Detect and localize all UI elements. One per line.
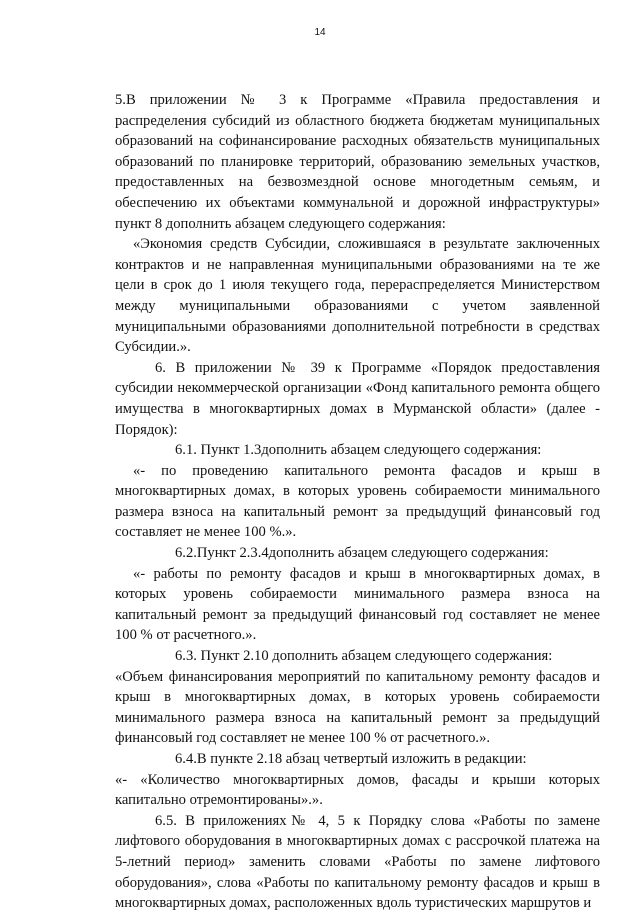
paragraph-6-1: 6.1. Пункт 1.3дополнить абзацем следующего содержания: — [175, 442, 542, 459]
paragraph-6-2-quote: «- работы по ремонту фасадов и крыш в многоквартирных домах, в которых уровень собираемости минимального размера взноса на капитальный ремонт за предыдущий финансовый год составляет не менее 100 % от расчетного.». — [115, 565, 600, 644]
paragraph-6-5: 6.5. В приложениях№ 4, 5 к Порядку слова «Работы по замене лифтового оборудования в многоквартирных домах с рассрочкой платежа на 5-летний период» заменить словами «Работы по замене лифтового оборудования», слова «Работы по капитальному ремонту фасадов и крыш в многоквартирных домах, расположенных вдоль туристических маршрутов и — [115, 812, 600, 912]
paragraph-6-1-quote: «- по проведению капитального ремонта фасадов и крыш в многоквартирных домах, в которых уровень собираемости минимального размера взноса на капитальный ремонт за предыдущий финансовый год составляет не менее 100 %.». — [115, 462, 600, 541]
paragraph-6-3-quote: «Объем финансирования мероприятий по капитальному ремонту фасадов и крыш в многоквартирных домах, в которых уровень собираемости минимального размера взноса на капитальный ремонт за предыдущий финансовый год составляет не менее 100 % от расчетного.». — [115, 668, 600, 747]
paragraph-5: 5.В приложении № 3 к Программе «Правила предоставления и распределения субсидий из областного бюджета бюджетам муниципальных образований на софинансирование расходных обязательств муниципальных образований по планировке территорий, образованию земельных участков, предоставленных на безвозмездной основе многодетным семьям, и обеспечению их объектами коммунальной и дорожной инфраструктуры» пункт 8 дополнить абзацем следующего содержания: — [115, 92, 600, 232]
paragraph-5-quote: «Экономия средств Субсидии, сложившаяся в результате заключенных контрактов и не направленная муниципальными образованиями на те же цели в срок до 1 июля текущего года, перераспределяется Министерством между муниципальными образованиями с учетом заявленной муниципальными образованиями дополнительной потребности в средствах Субсидии.». — [115, 236, 600, 356]
paragraph-6-4-quote: «- «Количество многоквартирных домов, фасады и крыши которых капитально отремонтированы».». — [115, 771, 600, 809]
paragraph-6-4: 6.4.В пункте 2.18 абзац четвертый изложить в редакции: — [175, 751, 527, 767]
paragraph-6-3: 6.3. Пункт 2.10 дополнить абзацем следующего содержания: — [175, 648, 553, 665]
document-body — [115, 90, 600, 914]
paragraph-6: 6. В приложении № 39 к Программе «Порядок предоставления субсидии некоммерческой организации «Фонд капитального ремонта общего имущества в многоквартирных домах в Мурманской области» (далее - Порядок): — [115, 359, 600, 438]
paragraph-6-2: 6.2.Пункт 2.3.4дополнить абзацем следующего содержания: — [175, 545, 549, 562]
page-number: 14 — [314, 27, 326, 38]
